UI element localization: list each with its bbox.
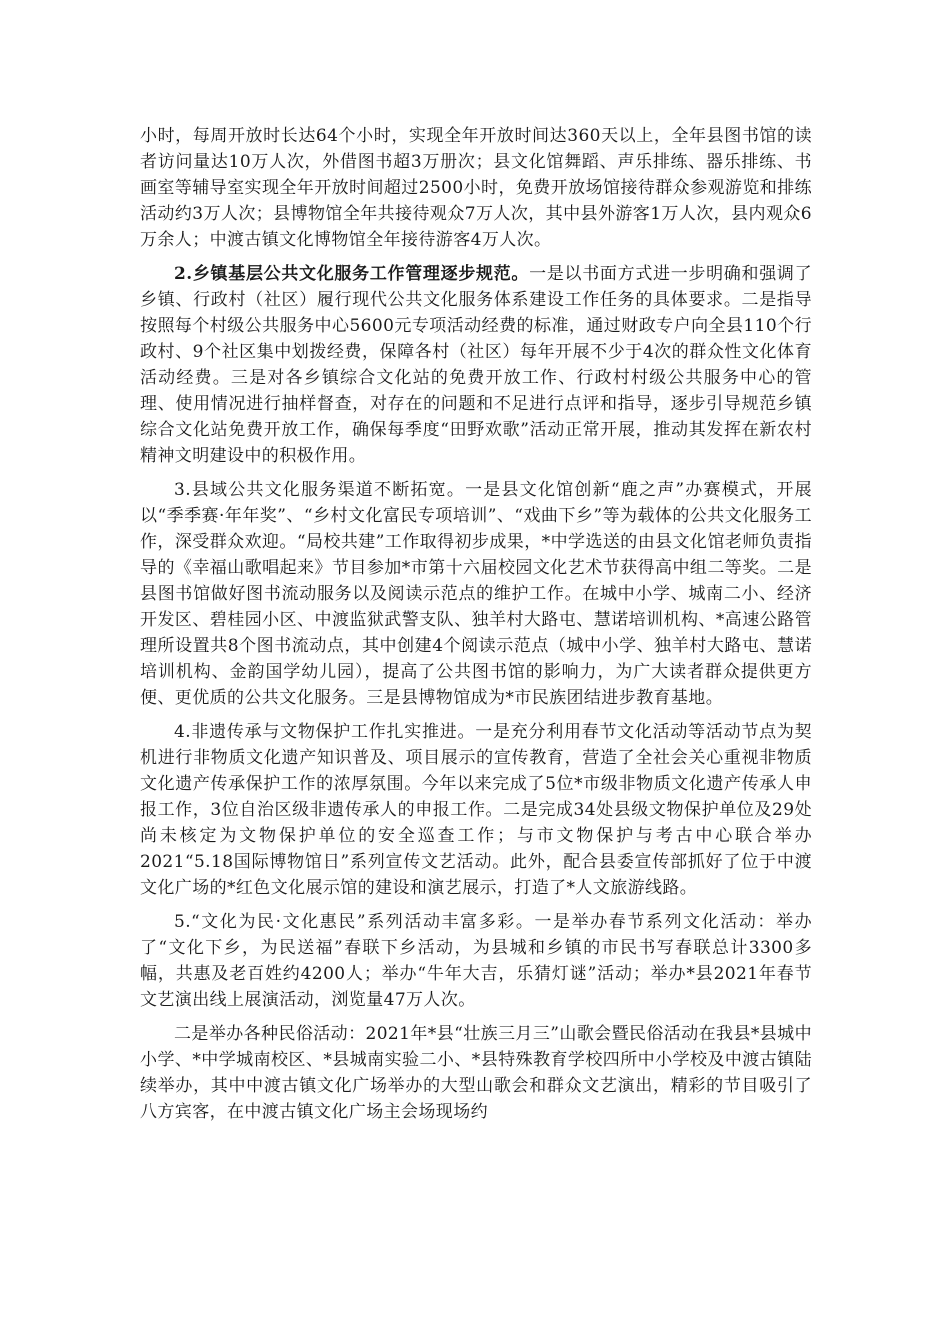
paragraph-continuation xyxy=(140,123,812,253)
paragraph-township-services xyxy=(140,261,812,469)
paragraph-text: 二是举办各种民俗活动：2021年*县“壮族三月三”山歌会暨民俗活动在我县*县城中小学、*中学城南校区、*县城南实验二小、*县特殊教育学校四所中小学校及中渡古镇陆续举办，其中中渡古镇文化广场举办的大型山歌会和群众文艺演出，精彩的节目吸引了八方宾客，在中渡古镇文化广场主会场现场约 xyxy=(140,1024,812,1122)
paragraph-folk-activities xyxy=(140,1021,812,1125)
paragraph-county-channels xyxy=(140,477,812,711)
paragraph-cultural-activities xyxy=(140,909,812,1013)
paragraph-text: 4.非遗传承与文物保护工作扎实推进。一是充分利用春节文化活动等活动节点为契机进行非物质文化遗产知识普及、项目展示的宣传教育，营造了全社会关心重视非物质文化遗产传承保护工作的浓厚氛围。今年以来完成了5位*市级非物质文化遗产传承人申报工作，3位自治区级非遗传承人的申报工作。二是完成34处县级文物保护单位及29处尚未核定为文物保护单位的安全巡查工作；与市文物保护与考古中心联合举办2021“5.18国际博物馆日”系列宣传文艺活动。此外，配合县委宣传部抓好了位于中渡文化广场的*红色文化展示馆的建设和演艺展示，打造了*人文旅游线路。 xyxy=(140,722,812,898)
paragraph-text: 5.“文化为民·文化惠民”系列活动丰富多彩。一是举办春节系列文化活动：举办了“文化下乡，为民送福”春联下乡活动，为县城和乡镇的市民书写春联总计3300多幅，共惠及老百姓约4200人；举办“牛年大吉，乐猜灯谜”活动；举办*县2021年春节文艺演出线上展演活动，浏览量47万人次。 xyxy=(140,912,812,1010)
paragraph-text: 小时，每周开放时长达64个小时，实现全年开放时间达360天以上，全年县图书馆的读者访问量达10万人次，外借图书超3万册次；县文化馆舞蹈、声乐排练、器乐排练、书画室等辅导室实现全年开放时间超过2500小时，免费开放场馆接待群众参观游览和排练活动约3万人次；县博物馆全年共接待观众7万人次，其中县外游客1万人次，县内观众6万余人；中渡古镇文化博物馆全年接待游客4万人次。 xyxy=(140,126,812,250)
paragraph-text: 一是以书面方式进一步明确和强调了乡镇、行政村（社区）履行现代公共文化服务体系建设工作任务的具体要求。二是指导按照每个村级公共服务中心5600元专项活动经费的标准，通过财政专户向全县110个行政村、9个社区集中划拨经费，保障各村（社区）每年开展不少于4次的群众性文化体育活动经费。三是对各乡镇综合文化站的免费开放工作、行政村村级公共服务中心的管理、使用情况进行抽样督查，对存在的问题和不足进行点评和指导，逐步引导规范乡镇综合文化站免费开放工作，确保每季度“田野欢歌”活动正常开展，推动其发挥在新农村精神文明建设中的积极作用。 xyxy=(140,264,812,466)
paragraph-text: 3.县域公共文化服务渠道不断拓宽。一是县文化馆创新“鹿之声”办赛模式，开展以“季季赛·年年奖”、“乡村文化富民专项培训”、“戏曲下乡”等为载体的公共文化服务工作，深受群众欢迎。“局校共建”工作取得初步成果，*中学选送的由县文化馆老师负责指导的《幸福山歌唱起来》节目参加*市第十六届校园文化艺术节获得高中组二等奖。二是县图书馆做好图书流动服务以及阅读示范点的维护工作。在城中小学、城南二小、经济开发区、碧桂园小区、中渡监狱武警支队、独羊村大路屯、慧诺培训机构、*高速公路管理所设置共8个图书流动点，其中创建4个阅读示范点（城中小学、独羊村大路屯、慧诺培训机构、金韵国学幼儿园），提高了公共图书馆的影响力，为广大读者群众提供更方便、更优质的公共文化服务。三是县博物馆成为*市民族团结进步教育基地。 xyxy=(140,480,812,708)
paragraph-heritage-protection xyxy=(140,719,812,901)
paragraph-heading: 2.乡镇基层公共文化服务工作管理逐步规范。 xyxy=(174,264,530,284)
document-page xyxy=(140,123,812,1133)
